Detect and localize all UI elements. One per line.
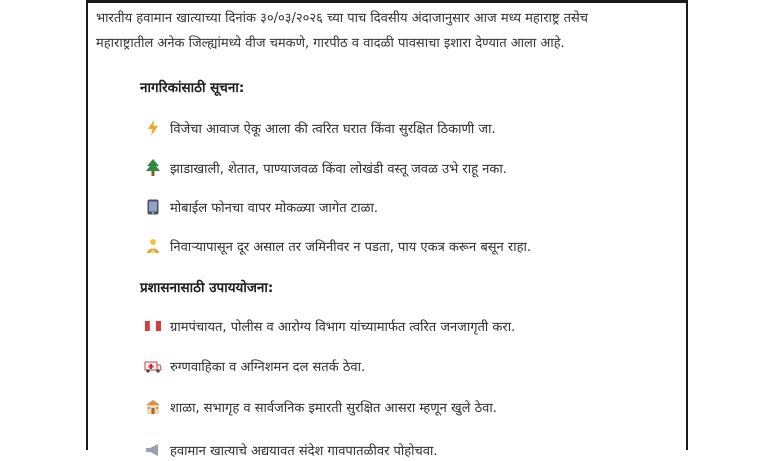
citizens-heading: नागरिकांसाठी सूचना: [140, 80, 245, 96]
citizens-item-text: विजेचा आवाज ऐकू आला की त्वरित घरात किंवा सुरक्षित ठिकाणी जा. [170, 122, 496, 137]
administration-item-text: शाळा, सभागृह व सार्वजनिक इमारती सुरक्षित आसरा म्हणून खुले ठेवा. [170, 401, 497, 416]
flag-icon [144, 317, 162, 335]
frame-top-border [86, 0, 688, 3]
frame-right-border [686, 0, 688, 450]
frame-left-border [86, 0, 88, 450]
administration-item-1 [144, 315, 515, 337]
citizens-item-2 [144, 157, 507, 179]
clipped-item-container [144, 440, 644, 459]
administration-item-text: रुग्णवाहिका व अग्निशमन दल सतर्क ठेवा. [170, 360, 366, 375]
intro-line-2: महाराष्ट्रातील अनेक जिल्ह्यांमध्ये वीज चमकणे, गारपीठ व वादळी पावसाचा इशारा देण्यात आला आहे. [96, 36, 565, 51]
citizens-item-text: मोबाईल फोनचा वापर मोकळ्या जागेत टाळा. [170, 201, 379, 216]
citizens-item-text: निवाऱ्यापासून दूर असाल तर जमिनीवर न पडता, पाय एकत्र करून बसून राहा. [170, 240, 531, 255]
administration-heading: प्रशासनासाठी उपाययोजना: [140, 280, 274, 296]
administration-item-text: हवामान खात्याचे अद्ययावत संदेश गावपातळीवर पोहोचवा. [170, 444, 438, 459]
tree-icon [144, 159, 162, 177]
lightning-icon [144, 119, 162, 137]
citizens-item-1 [144, 117, 496, 139]
crouching-person-icon [144, 237, 162, 255]
ambulance-icon [144, 357, 162, 375]
administration-item-3 [144, 396, 497, 418]
administration-item-4 [144, 439, 438, 461]
citizens-item-3 [144, 196, 378, 218]
intro-line-1: भारतीय हवामान खात्याच्या दिनांक ३०/०३/२०२६ च्या पाच दिवसीय अंदाजानुसार आज मध्य महाराष्ट्र तसेच [96, 11, 589, 26]
intro-paragraph [96, 6, 682, 56]
citizens-item-text: झाडाखाली, शेतात, पाण्याजवळ किंवा लोखंडी वस्तू जवळ उभे राहू नका. [170, 162, 507, 177]
administration-item-2 [144, 355, 365, 377]
mobile-phone-icon [144, 198, 162, 216]
megaphone-icon [144, 441, 162, 459]
administration-item-text: ग्रामपंचायत, पोलीस व आरोग्य विभाग यांच्यामार्फत त्वरित जनजागृती करा. [170, 320, 516, 335]
citizens-item-4 [144, 235, 531, 257]
school-building-icon [144, 398, 162, 416]
